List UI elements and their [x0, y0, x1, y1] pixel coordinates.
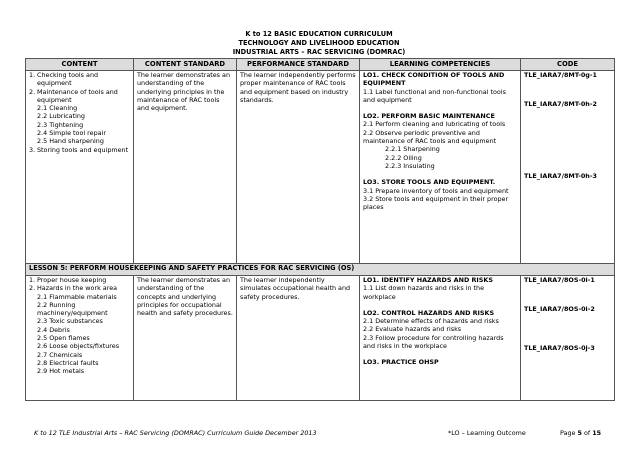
performance-standard-cell: The learner independently performs proper maintenance of RAC tools and equipment based on industry standards. — [237, 71, 360, 264]
performance-standard-cell: The learner independently simulates occupational health and safety procedures. — [237, 276, 360, 401]
competency-item: 2.3 Follow procedure for controlling hazards and risks in the workplace — [363, 333, 504, 351]
curriculum-table — [25, 58, 615, 401]
code-cell — [521, 276, 615, 401]
document-header — [0, 30, 638, 57]
list-item: 3. Storing tools and equipment — [29, 145, 129, 154]
competency-subitem: 2.2.1 Sharpening — [385, 145, 440, 154]
list-item: 2. Hazards in the work area — [29, 284, 118, 293]
table-header-row — [26, 59, 615, 71]
competency-item: 2.1 Determine effects of hazards and risks — [363, 317, 499, 326]
lesson-title: LESSON 5: PERFORM HOUSEKEEPING AND SAFETY PRACTICES FOR RAC SERVICING (OS) — [26, 264, 615, 276]
lo-title: LO3. STORE TOOLS AND EQUIPMENT. — [363, 178, 496, 187]
competency-code: TLE_IARA7/8OS-0i-2 — [524, 305, 595, 314]
specialization-title: INDUSTRIAL ARTS – RAC SERVICING (DOMRAC) — [232, 48, 406, 56]
competency-item: 2.1 Perform cleaning and lubricating of tools — [363, 120, 506, 129]
competency-item: 1.1 Label functional and non-functional tools and equipment — [363, 87, 506, 104]
competency-code: TLE_IARA7/8MT-0h-3 — [524, 171, 597, 180]
competency-item: 3.1 Prepare inventory of tools and equipment — [363, 186, 509, 195]
lo-title: LO2. CONTROL HAZARDS AND RISKS — [363, 308, 495, 317]
sub-item: 2.9 Hot metals — [37, 367, 85, 376]
lo-title: LO2. PERFORM BASIC MAINTENANCE — [363, 112, 495, 121]
header-content: CONTENT — [26, 59, 134, 71]
sub-item: 2.5 Hand sharpening — [37, 137, 104, 146]
table-row — [26, 71, 615, 264]
competency-item: 1.1 List down hazards and risks in the workplace — [363, 284, 485, 301]
competency-code: TLE_IARA7/8OS-0j-3 — [524, 343, 595, 352]
sub-item: 2.6 Loose objects/fixtures — [37, 342, 120, 351]
sub-item: 2.3 Tightening — [37, 120, 84, 129]
sub-item: 2.4 Simple tool repair — [37, 129, 106, 138]
competency-item: 3.2 Store tools and equipment in their proper places — [363, 194, 509, 212]
lo-title: LO1. CHECK CONDITION OF TOOLS AND EQUIPMENT — [363, 71, 505, 88]
competency-subitem: 2.2.3 Insulating — [385, 161, 435, 170]
footer-lo-note: *LO – Learning Outcome — [448, 429, 526, 437]
footer-guide-title: K to 12 TLE Industrial Arts – RAC Servicing (DOMRAC) Curriculum Guide December 2013 — [34, 429, 317, 437]
competency-code: TLE_IARA7/8MT-0g-1 — [524, 71, 597, 79]
sub-item: 2.7 Chemicals — [37, 350, 83, 359]
header-code: CODE — [521, 59, 615, 71]
content-cell — [26, 276, 134, 401]
sub-item: 2.3 Toxic substances — [37, 317, 103, 326]
curriculum-title: K to 12 BASIC EDUCATION CURRICULUM — [245, 30, 393, 38]
lesson-row — [26, 264, 615, 276]
list-item: 1. Proper house keeping — [29, 276, 107, 284]
list-item: 1. Checking tools and equipment — [29, 71, 99, 88]
lo-title: LO3. PRACTICE OHSP — [363, 358, 439, 367]
sub-item: 2.4 Debris — [37, 325, 70, 334]
content-cell — [26, 71, 134, 264]
competency-code: TLE_IARA7/8OS-0i-1 — [524, 276, 595, 284]
subject-title: TECHNOLOGY AND LIVELIHOOD EDUCATION — [238, 39, 400, 47]
sub-item: 2.1 Flammable materials — [37, 292, 117, 301]
list-item: 2. Maintenance of tools and equipment — [29, 87, 118, 104]
competency-item: 2.2 Evaluate hazards and risks — [363, 325, 462, 334]
lo-title: LO1. IDENTIFY HAZARDS AND RISKS — [363, 276, 493, 284]
sub-item: 2.1 Cleaning — [37, 104, 78, 113]
page-number: Page 5 of 15 — [560, 429, 602, 437]
content-standard-cell: The learner demonstrates an understanding of the underlying principles in the maintenance of RAC tools and equipment. — [134, 71, 237, 264]
sub-item: 2.2 Running machinery/equipment — [37, 300, 108, 318]
sub-item: 2.8 Electrical faults — [37, 358, 99, 367]
sub-item: 2.5 Open flames — [37, 334, 90, 343]
competencies-cell — [360, 71, 521, 264]
header-performance-standard: PERFORMANCE STANDARD — [237, 59, 360, 71]
content-standard-cell: The learner demonstrates an understanding of the concepts and underlying principles for occupational health and safety procedures. — [134, 276, 237, 401]
header-content-standard: CONTENT STANDARD — [134, 59, 237, 71]
competency-item: 2.2 Observe periodic preventive and maintenance of RAC tools and equipment — [363, 128, 497, 146]
table-row — [26, 276, 615, 401]
competency-code: TLE_IARA7/8MT-0h-2 — [524, 100, 597, 109]
competencies-cell — [360, 276, 521, 401]
header-learning-competencies: LEARNING COMPETENCIES — [360, 59, 521, 71]
code-cell — [521, 71, 615, 264]
sub-item: 2.2 Lubricating — [37, 112, 85, 121]
competency-subitem: 2.2.2 Oiling — [385, 153, 422, 162]
